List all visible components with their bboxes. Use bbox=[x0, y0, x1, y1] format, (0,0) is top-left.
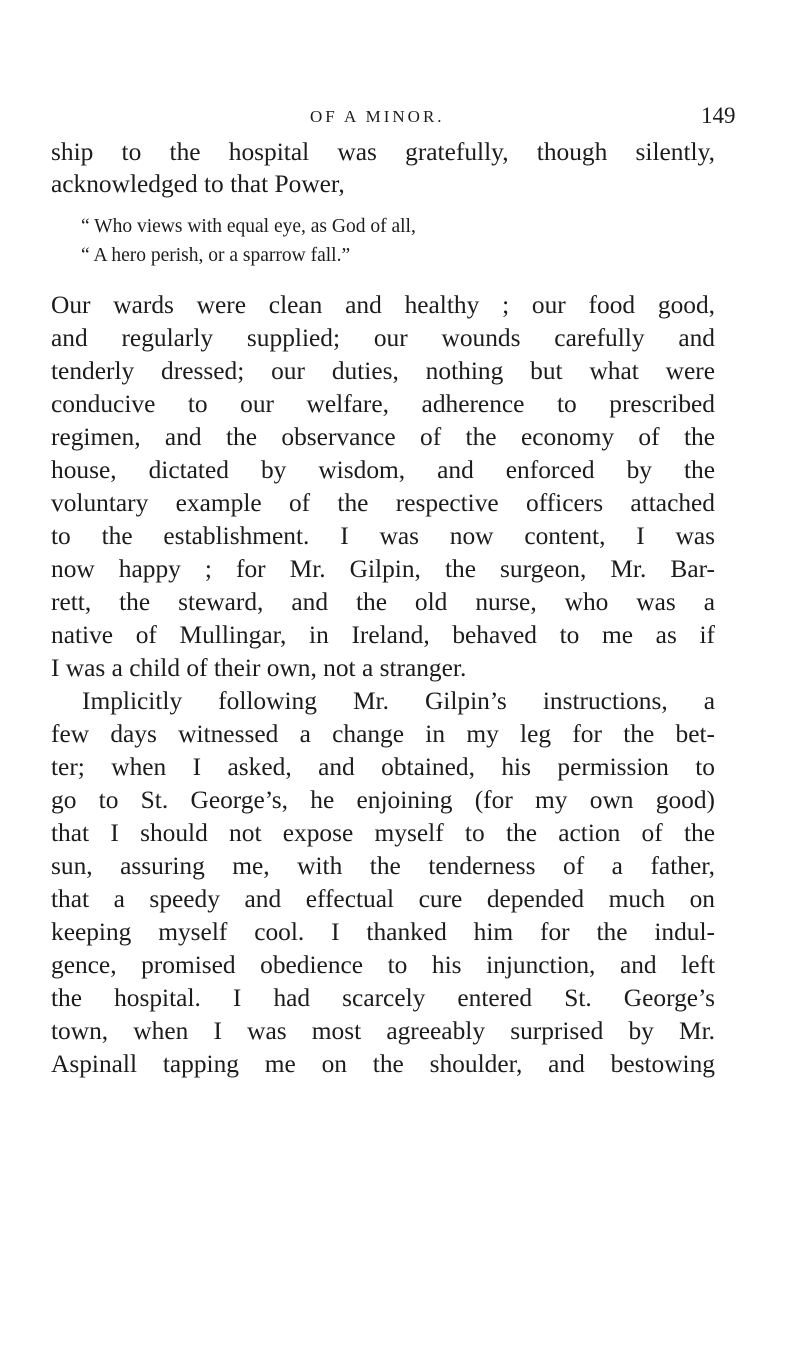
text-line: voluntary example of the respective officers attached bbox=[51, 489, 715, 517]
text-line: conducive to our welfare, adherence to prescribed bbox=[51, 390, 715, 418]
text-line: tenderly dressed; our duties, nothing but what were bbox=[51, 357, 715, 385]
text-line: to the establishment. I was now content, I was bbox=[51, 522, 715, 550]
text-line: ship to the hospital was gratefully, though silently, bbox=[51, 138, 715, 166]
text-line: ter; when I asked, and obtained, his permission to bbox=[51, 753, 715, 781]
verse-line: “ Who views with equal eye, as God of all, bbox=[81, 216, 416, 237]
text-line: keeping myself cool. I thanked him for the indul- bbox=[51, 918, 715, 946]
text-line: I was a child of their own, not a stranger. bbox=[51, 654, 467, 682]
text-line: regimen, and the observance of the economy of the bbox=[51, 423, 715, 451]
text-line: now happy ; for Mr. Gilpin, the surgeon, Mr. Bar- bbox=[51, 555, 715, 583]
text-line: town, when I was most agreeably surprised by Mr. bbox=[51, 1017, 715, 1045]
text-line: Aspinall tapping me on the shoulder, and bestowing bbox=[51, 1050, 715, 1078]
text-line: Implicitly following Mr. Gilpin’s instructions, a bbox=[82, 687, 715, 715]
running-head-title: OF A MINOR. bbox=[310, 107, 445, 126]
text-line: acknowledged to that Power, bbox=[51, 170, 345, 198]
text-line: gence, promised obedience to his injunction, and left bbox=[51, 951, 715, 979]
text-line: rett, the steward, and the old nurse, who was a bbox=[51, 588, 715, 616]
running-head bbox=[0, 103, 800, 133]
text-line: that a speedy and effectual cure depended much on bbox=[51, 885, 715, 913]
page-number: 149 bbox=[701, 103, 736, 128]
text-line: sun, assuring me, with the tenderness of a father, bbox=[51, 852, 715, 880]
text-line: that I should not expose myself to the action of the bbox=[51, 819, 715, 847]
text-line: go to St. George’s, he enjoining (for my own good) bbox=[51, 786, 715, 814]
text-line: the hospital. I had scarcely entered St. George’s bbox=[51, 984, 715, 1012]
text-line: native of Mullingar, in Ireland, behaved to me as if bbox=[51, 621, 715, 649]
text-line: few days witnessed a change in my leg for the bet- bbox=[51, 720, 715, 748]
text-line: and regularly supplied; our wounds carefully and bbox=[51, 324, 715, 352]
text-line: house, dictated by wisdom, and enforced by the bbox=[51, 456, 715, 484]
verse-line: “ A hero perish, or a sparrow fall.” bbox=[81, 245, 351, 266]
text-line: Our wards were clean and healthy ; our food good, bbox=[51, 291, 715, 319]
